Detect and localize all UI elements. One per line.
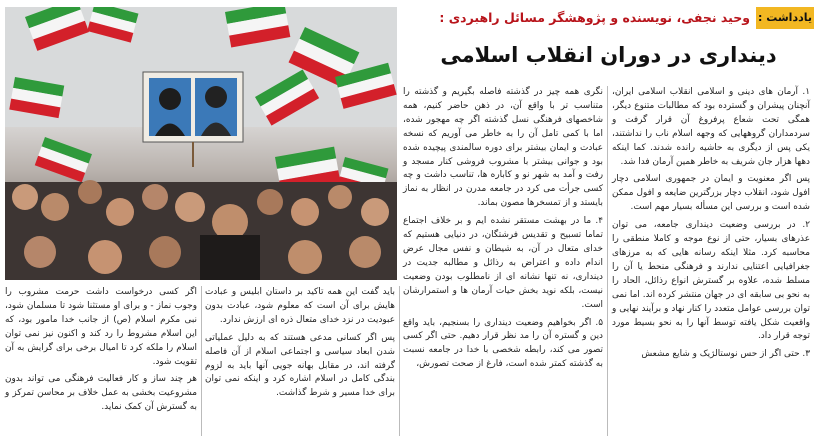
article-header [403,7,814,29]
paragraph: اگر کسی درخواست داشت حرمت مشروب را وجوب نماز - و برای او مستثنا شود تا مسلمان شود، نبی مکرم اسلام (ص) از جانب خدا مامور بود، که این اسلام مشروط را رد کند و اکنون نیز نمی توان اسلام را ملکه کرد تا امیال برخی برای گرایش به آن تقویت شود. [5,287,197,367]
article-column-1 [612,86,810,438]
paragraph: پس اگر کسانی مدعی هستند که به دلیل عملیاتی شدن ابعاد سیاسی و اجتماعی اسلام از آن فاصله گرفته اند، در مقابل بهانه جویی آنها باید به لزوم بندگی کامل در اسلام اشاره کرد و اینکه نمی توان برای خدا مسیر و شرط گذاشت. [205,332,395,399]
paragraph: ۳. حتی اگر از حس نوستالژیک و شایع مشعش [641,349,810,360]
column-divider [201,286,202,436]
article-title: دینداری در دوران انقلاب اسلامی [440,43,777,67]
article-column-4 [5,286,197,436]
rally-crowd-image [5,7,397,280]
article-column-3 [205,286,395,436]
crowd [5,180,397,280]
paragraph: ۲. در بررسی وضعیت دینداری جامعه، می توان عذرهای بسیار، حتی از نوع موجه و کاملا منطقی را محاسبه کرد. مثلا اینکه رسانه هایی که به مرزهای جغرافیایی اعتنایی ندارند و فرهنگی منحط یا آن را مسلط شده، علاوه بر گسترش انواع رذائل، الحاد را به نحو بی سابقه ای در جهان منتشر کرده اند. اما نمی توان بررسی عوامل متعدد را کنار نهاد و برآیند نهایی و واقعیت شکل یافته توسط آنها را به نحو بسیط مورد توجه قرار داد. [612,220,810,342]
article-column-2 [403,86,603,438]
author-line: وحید نجفی، نویسنده و پژوهشگر مسائل راهبردی : [439,10,750,25]
paragraph: هر چند ساز و کار فعالیت فرهنگی می تواند بدون مشروعیت بخشی به عمل خلاف بر محاسن تمرکز و به گسترش آن کمک نماید. [5,374,197,413]
paragraph: پس اگر معنویت و ایمان در جمهوری اسلامی دچار افول شود، انقلاب دچار بزرگترین ضایعه و افول ممکن شده است و بررسی این مسأله بسیار مهم است. [612,174,810,213]
section-tag: یادداشت : [756,7,814,29]
paragraph: ۱. آرمان های دینی و اسلامی انقلاب اسلامی ایران، آنچنان پیشران و گسترده بود که مطالبات متنوع دیگر، همگی تحت شعاع پرفروغ آن قرار گرفت و سردمداران گروههایی که وجهه اسلام ناب را نداشتند، یکی پس از دیگری به حاشیه رانده شدند. کما اینکه دهها هزار جان شریف به خاطر همین آرمان فدا شد. [612,87,810,167]
column-divider [399,286,400,436]
paragraph: باید گفت این همه تاکید بر داستان ابلیس و عبادت هایش برای آن است که معلوم شود، عبادت بدون عبودیت در نزد خدای متعال ذره ای ارزش ندارد. [205,287,395,325]
article-photo [5,7,397,280]
portrait-poster [143,72,243,167]
paragraph: نگری همه چیز در گذشته فاصله بگیریم و گذشته را متناسب تر با واقع آن، در ذهن حاضر کنیم، همه شاخصهای فرهنگی نسل گذشته اگر چه مهجور شده، اما با کمی تامل آن را به خاطر می آوریم که نسخه عبادت و ایمان بیشتر برای دوره سالمندی پیچیده شده بود و جوانی بیشتر با مشروب فروشی کنار مسجد و رفت و آمد به شهر نو و کاباره ها، تناسب داشت و چه کسی جرأت می کرد در جامعه مدرن در انظار به نماز بایستد و از تمسخرها مصون بماند. [403,87,603,209]
column-divider [607,86,608,436]
paragraph: ۵. اگر بخواهیم وضعیت دینداری را بسنجیم، باید واقع دین و گستره آن را مد نظر قرار دهیم. حتی اگر کسی تصور می کند، رابطه شخصی با خدا در جامعه نسبت به گذشته کمتر شده است، فارغ از صحت تصورش، [403,317,603,370]
paragraph: ۴. ما در بهشت مستقر نشده ایم و بر خلاف اجتماع تماما تسبیح و تقدیس فرشتگان، در دنیایی هستیم که خدای متعال در آن، به شیطان و نفس مجال عرض اندام داده و اعتراض به رذائل و مطالبه جدیت در دینداری، نه تنها نشانه ای از نامطلوب بودن وضعیت نیست، بلکه نوید بخش حیات آرمان ها و استمرارشان است. [403,216,603,310]
